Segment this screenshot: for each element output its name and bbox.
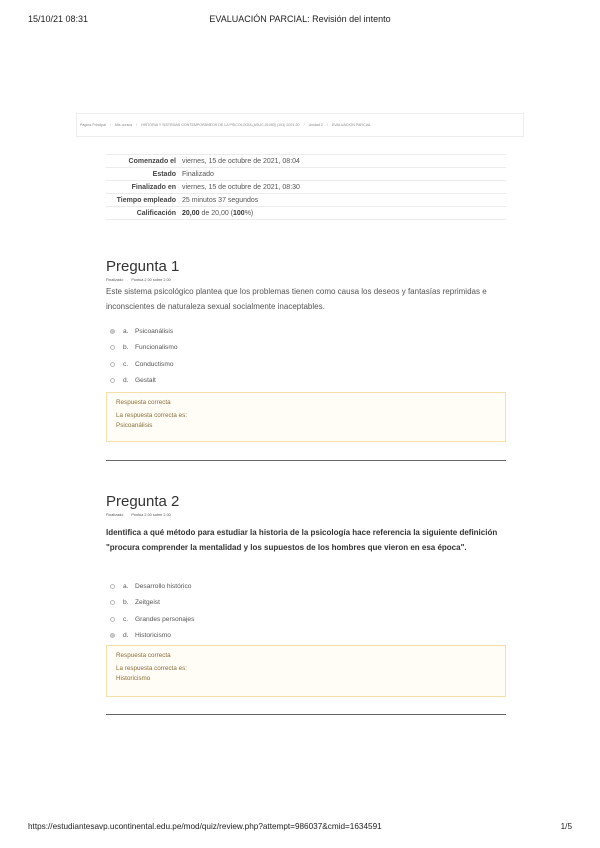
- attempt-summary-table: [106, 154, 506, 220]
- question-2-feedback: [106, 645, 506, 697]
- breadcrumb-course-link[interactable]: HISTORIA Y SISTEMAS CONTEMPORÁNEOS DE LA PSICOLOGÍA (ASUC-01090) (103) 2021-20: [141, 123, 300, 127]
- option-a[interactable]: [110, 578, 194, 595]
- feedback-label: La respuesta correcta es:: [116, 411, 188, 419]
- radio-icon[interactable]: [110, 584, 115, 589]
- feedback-answer: Psicoanálisis: [116, 422, 153, 429]
- question-1-text: Este sistema psicológico plantea que los problemas tienen como causa los deseos y fantasías reprimidas e inconscientes de naturaleza sexual socialmente inaceptables.: [106, 287, 487, 311]
- breadcrumb-separator: /: [136, 123, 138, 127]
- option-letter: a.: [123, 327, 129, 335]
- summary-row-finished: [106, 180, 506, 193]
- question-1-meta: [106, 278, 179, 282]
- option-label: Gestalt: [135, 377, 156, 385]
- option-d[interactable]: [110, 628, 194, 645]
- question-score: Puntúa 2,00 sobre 2,00: [131, 513, 171, 517]
- option-letter: b.: [123, 599, 129, 607]
- grade-suffix: %): [244, 209, 254, 217]
- option-a[interactable]: [110, 323, 178, 340]
- question-score: Puntúa 2,00 sobre 2,00: [131, 278, 171, 282]
- radio-icon[interactable]: [110, 378, 115, 383]
- feedback-status: Respuesta correcta: [116, 399, 171, 406]
- summary-row-grade: [106, 206, 506, 220]
- question-2-text: Identifica a qué método para estudiar la historia de la psicología hace referencia la siguiente definición "procura comprender la mentalidad y los supuestos de los hombres que vieron en esa época".: [106, 528, 498, 552]
- breadcrumb-quiz-link[interactable]: EVALUACIÓN PARCIAL: [331, 123, 371, 127]
- breadcrumb-separator: /: [109, 123, 111, 127]
- summary-value: viernes, 15 de octubre de 2021, 08:30: [182, 183, 300, 191]
- option-b[interactable]: [110, 340, 178, 357]
- summary-row-started: [106, 154, 506, 167]
- breadcrumb-separator: /: [326, 123, 328, 127]
- question-1-feedback: [106, 392, 506, 442]
- radio-selected-icon[interactable]: [110, 329, 115, 334]
- option-c[interactable]: [110, 611, 194, 628]
- option-letter: d.: [123, 632, 129, 640]
- option-letter: c.: [123, 615, 129, 623]
- summary-label: Tiempo empleado: [116, 196, 176, 204]
- question-1-title: Pregunta 1: [106, 258, 180, 275]
- radio-icon[interactable]: [110, 362, 115, 367]
- summary-row-time: [106, 193, 506, 206]
- option-label: Conductismo: [135, 360, 174, 368]
- radio-selected-icon[interactable]: [110, 633, 115, 638]
- summary-value: viernes, 15 de octubre de 2021, 08:04: [182, 157, 300, 165]
- option-label: Desarrollo histórico: [135, 582, 192, 590]
- summary-label: Estado: [152, 170, 176, 178]
- question-2-options: [110, 578, 194, 644]
- breadcrumb-courses-link[interactable]: Mis cursos: [114, 123, 133, 127]
- breadcrumb-separator: /: [303, 123, 305, 127]
- grade-value: 20,00: [182, 209, 200, 217]
- option-letter: a.: [123, 582, 129, 590]
- breadcrumb-unit-link[interactable]: Unidad 2: [308, 123, 323, 127]
- question-2-title: Pregunta 2: [106, 493, 180, 510]
- breadcrumb: [76, 113, 524, 137]
- print-datetime: 15/10/21 08:31: [28, 14, 89, 24]
- print-url: https://estudiantesavp.ucontinental.edu.pe/mod/quiz/review.php?attempt=986037&cmid=1634591: [28, 822, 382, 831]
- feedback-status: Respuesta correcta: [116, 652, 171, 659]
- option-c[interactable]: [110, 356, 178, 373]
- grade-max: de 20,00 (: [199, 209, 233, 217]
- option-label: Zeitgeist: [135, 599, 160, 607]
- question-status: Finalizado: [106, 513, 124, 517]
- option-letter: c.: [123, 360, 129, 368]
- option-letter: d.: [123, 377, 129, 385]
- feedback-answer: Historicismo: [116, 675, 151, 682]
- summary-value: [182, 209, 506, 218]
- summary-label: Finalizado en: [131, 183, 176, 191]
- radio-icon[interactable]: [110, 617, 115, 622]
- option-b[interactable]: [110, 595, 194, 612]
- option-d[interactable]: [110, 373, 178, 390]
- option-label: Grandes personajes: [135, 615, 195, 623]
- summary-label: Calificación: [136, 209, 176, 217]
- print-page-number: 1/5: [560, 822, 572, 831]
- question-status: Finalizado: [106, 278, 124, 282]
- divider: [106, 714, 506, 715]
- question-2-meta: [106, 513, 179, 517]
- summary-row-state: [106, 167, 506, 180]
- summary-label: Comenzado el: [128, 157, 176, 165]
- divider: [106, 460, 506, 461]
- radio-icon[interactable]: [110, 345, 115, 350]
- option-label: Psicoanálisis: [135, 327, 174, 335]
- summary-value: 25 minutos 37 segundos: [182, 196, 259, 204]
- option-label: Funcionalismo: [135, 344, 178, 352]
- option-label: Historicismo: [135, 632, 171, 640]
- breadcrumb-home-link[interactable]: Página Principal: [80, 123, 106, 127]
- option-letter: b.: [123, 344, 129, 352]
- print-title: EVALUACIÓN PARCIAL: Revisión del intento: [209, 14, 391, 24]
- question-1-options: [110, 323, 178, 389]
- summary-value: Finalizado: [182, 170, 214, 178]
- grade-percent: 100: [233, 209, 245, 217]
- feedback-label: La respuesta correcta es:: [116, 664, 188, 672]
- radio-icon[interactable]: [110, 600, 115, 605]
